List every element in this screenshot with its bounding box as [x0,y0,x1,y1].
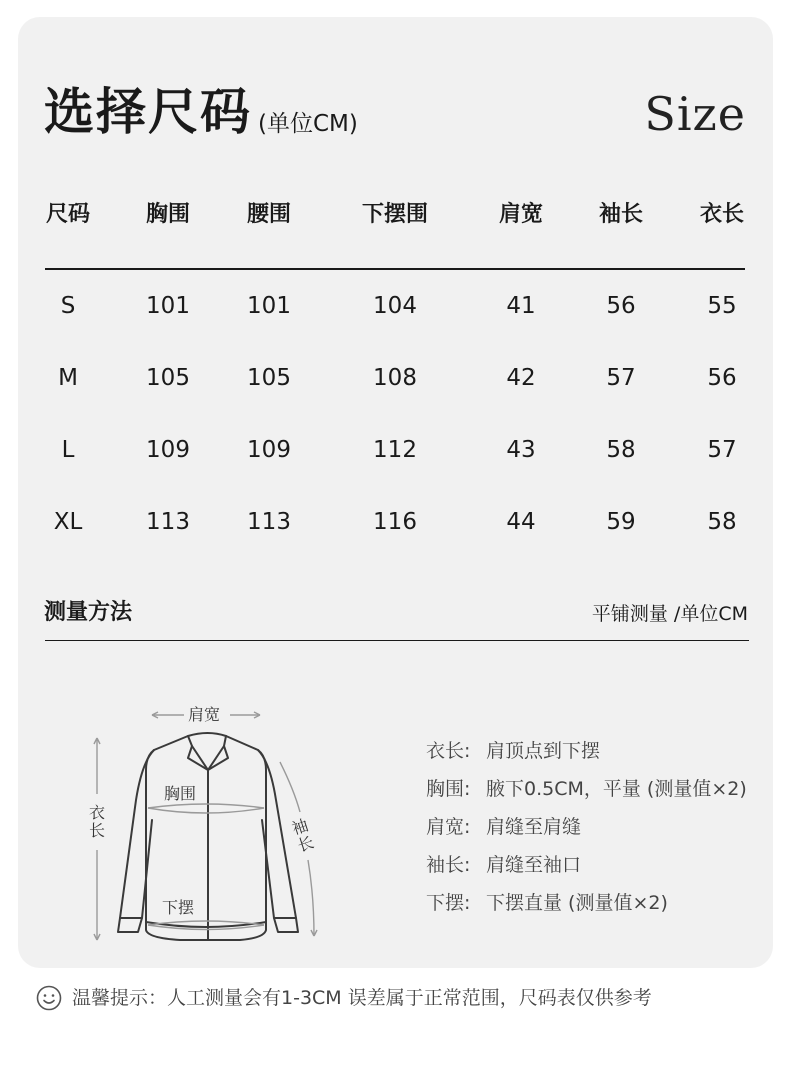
table-cell: 101 [146,293,190,319]
definition-value: 肩缝至肩缝 [486,816,582,838]
table-cell: 112 [373,437,417,463]
table-cell: 42 [506,365,536,391]
table-cell: 101 [247,293,291,319]
warm-tip [36,985,652,1011]
table-cell: 57 [707,437,737,463]
list-item [426,852,581,878]
table-cell: 105 [247,365,291,391]
diagram-label-hem: 下摆 [162,898,195,917]
table-cell: 116 [373,509,417,535]
column-header-chest: 胸围 [145,202,190,227]
table-cell: L [61,437,75,463]
definition-key: 袖长: [426,854,471,876]
column-header-hem: 下摆围 [361,202,428,227]
size-wordmark: Size [644,87,746,141]
table-cell: 44 [506,509,536,535]
measure-divider [45,640,749,641]
table-cell: 104 [373,293,417,319]
definition-key: 胸围: [426,778,471,800]
title-unit: (单位CM) [258,111,358,137]
measure-section-title: 测量方法 [44,600,133,625]
table-cell: 41 [506,293,536,319]
list-item [426,776,747,802]
table-cell: 56 [606,293,636,319]
table-cell: 109 [247,437,291,463]
smiley-icon [36,985,62,1011]
table-cell: M [58,365,78,391]
column-header-shoulder: 肩宽 [498,202,543,227]
table-cell: 105 [146,365,190,391]
definition-value: 腋下0.5CM，平量 (测量值×2) [486,778,747,800]
list-item [426,890,668,916]
table-cell: 113 [247,509,291,535]
definition-key: 肩宽: [426,816,471,838]
table-cell: 56 [707,365,737,391]
column-header-length: 衣长 [699,202,744,227]
measure-method-note: 平铺测量 /单位CM [591,603,748,625]
table-cell: 57 [606,365,636,391]
table-cell: 58 [707,509,737,535]
diagram-label-shoulder: 肩宽 [188,705,221,724]
page-title: 选择尺码 [44,83,252,141]
table-cell: 108 [373,365,417,391]
definition-value: 肩缝至袖口 [486,854,582,876]
list-item [426,814,581,840]
definition-value: 肩顶点到下摆 [486,740,601,762]
diagram-label-sleeve: 袖长 [289,815,317,856]
column-header-waist: 腰围 [246,202,291,227]
table-cell: 55 [707,293,737,319]
column-header-size: 尺码 [45,202,90,227]
diagram-label-chest: 胸围 [164,784,197,803]
tip-text: 温馨提示：人工测量会有1-3CM 误差属于正常范围，尺码表仅供参考 [72,987,652,1009]
shirt-measurement-diagram [80,700,340,950]
table-cell: 113 [146,509,190,535]
diagram-label-length: 衣长 [88,803,105,840]
table-header-divider [45,268,745,270]
column-header-sleeve: 袖长 [598,202,643,227]
definition-value: 下摆直量 (测量值×2) [486,892,668,914]
table-cell: 58 [606,437,636,463]
definition-key: 衣长: [426,740,471,762]
table-cell: 43 [506,437,536,463]
definition-key: 下摆: [426,892,471,914]
table-cell: 59 [606,509,636,535]
table-cell: 109 [146,437,190,463]
table-cell: XL [53,509,83,535]
list-item [426,738,600,764]
table-cell: S [60,293,76,319]
